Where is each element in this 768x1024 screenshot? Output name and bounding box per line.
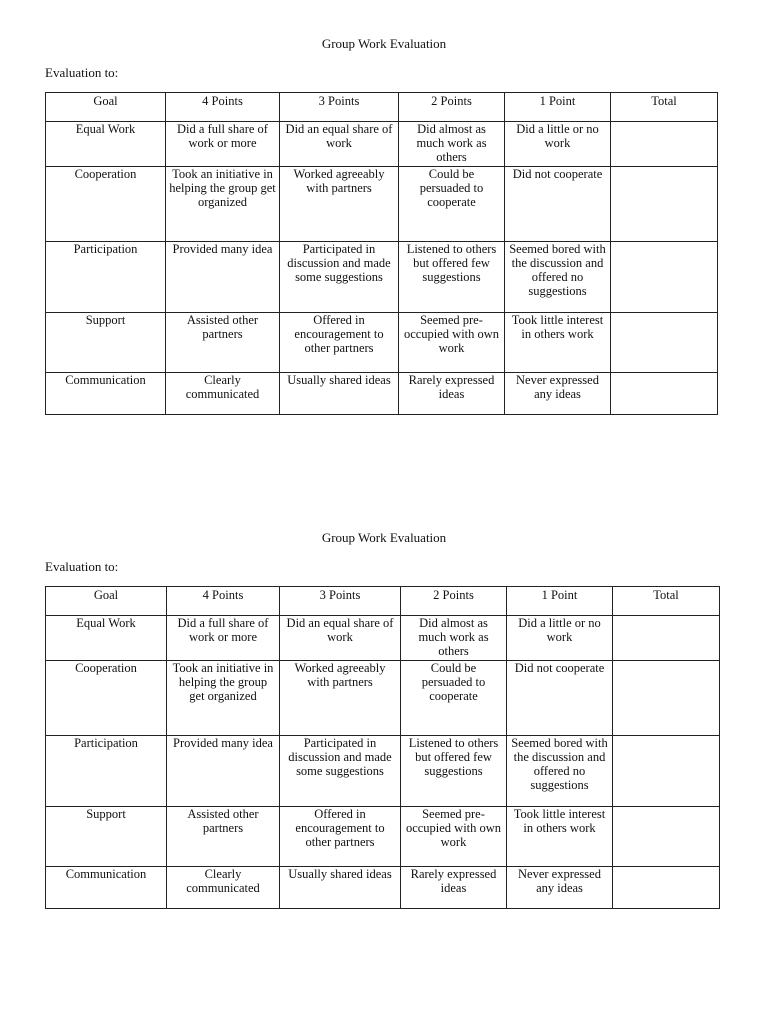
criteria-cell: Seemed pre-occupied with own work — [399, 313, 505, 373]
table-row — [46, 167, 718, 242]
criteria-cell: Clearly communicated — [166, 373, 280, 415]
total-cell — [613, 736, 720, 807]
header-cell-3-points: 3 Points — [280, 587, 401, 616]
criteria-cell: Did a full share of work or more — [166, 122, 280, 167]
criteria-cell: Never expressed any ideas — [505, 373, 611, 415]
criteria-cell: Could be persuaded to cooperate — [401, 661, 507, 736]
criteria-cell: Provided many idea — [166, 242, 280, 313]
table-row — [46, 867, 720, 909]
goal-cell: Support — [46, 313, 166, 373]
criteria-cell: Offered in encouragement to other partners — [280, 313, 399, 373]
total-cell — [613, 661, 720, 736]
goal-cell: Equal Work — [46, 122, 166, 167]
criteria-cell: Usually shared ideas — [280, 867, 401, 909]
criteria-cell: Did almost as much work as others — [401, 616, 507, 661]
total-cell — [611, 373, 718, 415]
total-cell — [611, 122, 718, 167]
header-cell-goal: Goal — [46, 587, 167, 616]
header-cell-1-point: 1 Point — [507, 587, 613, 616]
total-cell — [613, 807, 720, 867]
evaluation-to-label: Evaluation to: — [45, 559, 119, 574]
criteria-cell: Seemed bored with the discussion and offered no suggestions — [507, 736, 613, 807]
header-cell-4-points: 4 Points — [167, 587, 280, 616]
goal-cell: Cooperation — [46, 167, 166, 242]
criteria-cell: Rarely expressed ideas — [401, 867, 507, 909]
criteria-cell: Listened to others but offered few suggestions — [401, 736, 507, 807]
criteria-cell: Worked agreeably with partners — [280, 167, 399, 242]
criteria-cell: Took little interest in others work — [507, 807, 613, 867]
criteria-cell: Offered in encouragement to other partners — [280, 807, 401, 867]
criteria-cell: Did a little or no work — [507, 616, 613, 661]
total-cell — [613, 616, 720, 661]
goal-cell: Communication — [46, 867, 167, 909]
criteria-cell: Usually shared ideas — [280, 373, 399, 415]
table-row — [46, 122, 718, 167]
criteria-cell: Assisted other partners — [167, 807, 280, 867]
criteria-cell: Did almost as much work as others — [399, 122, 505, 167]
criteria-cell: Took an initiative in helping the group get organized — [167, 661, 280, 736]
criteria-cell: Did not cooperate — [507, 661, 613, 736]
criteria-cell: Did a full share of work or more — [167, 616, 280, 661]
criteria-cell: Could be persuaded to cooperate — [399, 167, 505, 242]
header-cell-2-points: 2 Points — [399, 93, 505, 122]
header-cell-3-points: 3 Points — [280, 93, 399, 122]
rubric-table — [45, 92, 718, 415]
goal-cell: Cooperation — [46, 661, 167, 736]
header-cell-goal: Goal — [46, 93, 166, 122]
criteria-cell: Provided many idea — [167, 736, 280, 807]
criteria-cell: Participated in discussion and made some suggestions — [280, 242, 399, 313]
table-row — [46, 736, 720, 807]
criteria-cell: Took little interest in others work — [505, 313, 611, 373]
criteria-cell: Did an equal share of work — [280, 616, 401, 661]
total-cell — [613, 867, 720, 909]
header-cell-2-points: 2 Points — [401, 587, 507, 616]
criteria-cell: Clearly communicated — [167, 867, 280, 909]
criteria-cell: Did an equal share of work — [280, 122, 399, 167]
form-title: Group Work Evaluation — [321, 36, 447, 51]
criteria-cell: Did not cooperate — [505, 167, 611, 242]
table-row — [46, 313, 718, 373]
criteria-cell: Never expressed any ideas — [507, 867, 613, 909]
total-cell — [611, 167, 718, 242]
criteria-cell: Assisted other partners — [166, 313, 280, 373]
table-row — [46, 616, 720, 661]
table-row — [46, 661, 720, 736]
header-row — [46, 93, 718, 122]
goal-cell: Equal Work — [46, 616, 167, 661]
table-row — [46, 373, 718, 415]
goal-cell: Communication — [46, 373, 166, 415]
goal-cell: Participation — [46, 242, 166, 313]
goal-cell: Participation — [46, 736, 167, 807]
criteria-cell: Listened to others but offered few suggestions — [399, 242, 505, 313]
criteria-cell: Worked agreeably with partners — [280, 661, 401, 736]
table-row — [46, 242, 718, 313]
header-cell-total: Total — [611, 93, 718, 122]
total-cell — [611, 242, 718, 313]
header-cell-4-points: 4 Points — [166, 93, 280, 122]
rubric-table — [45, 586, 720, 909]
criteria-cell: Rarely expressed ideas — [399, 373, 505, 415]
criteria-cell: Did a little or no work — [505, 122, 611, 167]
evaluation-to-label: Evaluation to: — [45, 65, 119, 80]
criteria-cell: Took an initiative in helping the group get organized — [166, 167, 280, 242]
form-title: Group Work Evaluation — [321, 530, 447, 545]
header-row — [46, 587, 720, 616]
header-cell-1-point: 1 Point — [505, 93, 611, 122]
criteria-cell: Seemed bored with the discussion and offered no suggestions — [505, 242, 611, 313]
goal-cell: Support — [46, 807, 167, 867]
criteria-cell: Participated in discussion and made some suggestions — [280, 736, 401, 807]
header-cell-total: Total — [613, 587, 720, 616]
total-cell — [611, 313, 718, 373]
criteria-cell: Seemed pre-occupied with own work — [401, 807, 507, 867]
table-row — [46, 807, 720, 867]
